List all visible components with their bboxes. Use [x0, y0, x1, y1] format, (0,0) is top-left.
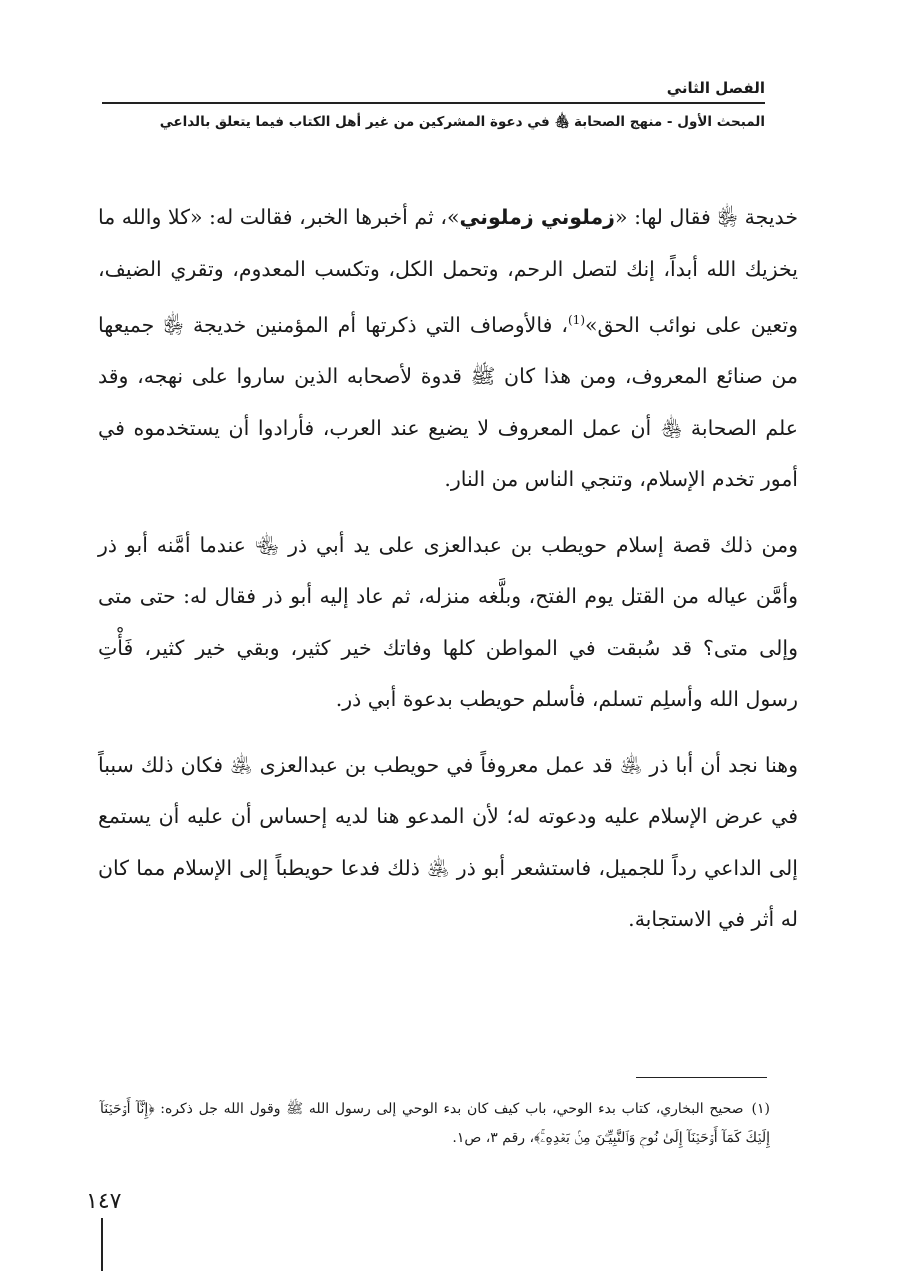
- body-text: [98, 192, 798, 946]
- footnote-text: صحيح البخاري، كتاب بدء الوحي، باب كيف كان بدء الوحي إلى رسول الله ﷺ وقول الله جل ذكره: ﴿إِنَّآ أَوۡحَيۡنَآ إِلَيۡكَ كَمَآ أَوۡحَيۡنَآ إِلَىٰ نُوحٖ وَٱلنَّبِيِّـۧنَ مِنۢ بَعۡدِهِۦۚ﴾، رقم ٣، ص١.: [100, 1101, 770, 1146]
- paragraph-1-bold-quote: زملوني زملوني: [459, 205, 615, 229]
- header-divider: [102, 102, 765, 104]
- chapter-header: الفصل الثاني: [666, 79, 765, 97]
- page-number: ١٤٧: [86, 1189, 122, 1214]
- footnote-number: (١): [751, 1101, 770, 1117]
- footnote-divider: [636, 1077, 767, 1078]
- section-header: المبحث الأول - منهج الصحابة ﵃ في دعوة المشركين من غير أهل الكتاب فيما يتعلق بالداعي: [159, 114, 765, 130]
- paragraph-3: وهنا نجد أن أبا ذر ﵁ قد عمل معروفاً في حويطب بن عبدالعزى ﵁ فكان ذلك سبباً في عرض الإسلام عليه ودعوته له؛ لأن المدعو هنا لديه إحساس أن عليه أن يستمع إلى الداعي رداً للجميل، فاستشعر أبو ذر ﵁ ذلك فدعا حويطباً إلى الإسلام مما كان له أثر في الاستجابة.: [98, 752, 798, 932]
- paragraph-1-part-b: »، ثم أخبرها الخبر، فقالت له: «كلا والله ما يخزيك الله أبداً، إنك لتصل الرحم، وتحمل الكل، وتكسب المعدوم، وتقري الضيف، وتعين على نوائب الحق»: [98, 205, 798, 337]
- paragraph-2: ومن ذلك قصة إسلام حويطب بن عبدالعزى على يد أبي ذر ﵄ عندما أمَّنه أبو ذر وأمَّن عياله من القتل يوم الفتح، وبلَّغه منزله، ثم عاد إليه أبو ذر فقال له: حتى متى وإلى متى؟ قد سُبقت في المواطن كلها وفاتك خير كثير، وبقي خير كثير، فَأْتِ رسول الله وأسلِم تسلم، فأسلم حويطب بدعوة أبي ذر.: [98, 532, 798, 712]
- footnote: [100, 1095, 770, 1153]
- margin-rule: [101, 1218, 103, 1271]
- paragraph-1-part-a: خديجة ﵂ فقال لها: «: [614, 205, 798, 229]
- paragraph-1: [98, 192, 798, 506]
- paragraph-1-part-c: ، فالأوصاف التي ذكرتها أم المؤمنين خديجة ﵂ جميعها من صنائع المعروف، ومن هذا كان ﷺ قدوة لأصحابه الذين ساروا على نهجه، وقد علم الصحابة ﵃ أن عمل المعروف لا يضيع عند العرب، فأرادوا أن يستخدموه في أمور تخدم الإسلام، وتنجي الناس من النار.: [98, 312, 798, 492]
- footnote-reference[interactable]: (1): [567, 313, 585, 327]
